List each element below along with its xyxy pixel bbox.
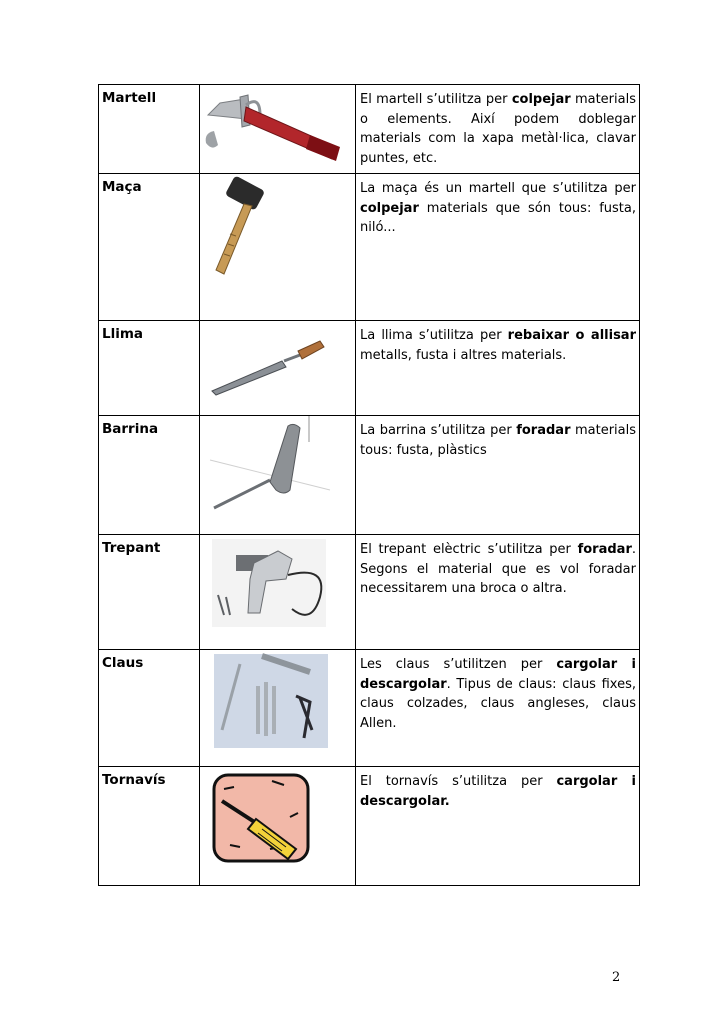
tool-description: La barrina s’utilitza per foradar materials tous: fusta, plàstics: [356, 416, 640, 535]
tool-name: Trepant: [99, 535, 200, 650]
file-image: [200, 321, 356, 416]
tool-description: La maça és un martell que s’utilitza per colpejar materials que són tous: fusta, niló...: [356, 174, 640, 321]
tool-name: Martell: [99, 85, 200, 174]
table-row: [99, 767, 640, 886]
tool-description: El tornavís s’utilitza per cargolar i descargolar.: [356, 767, 640, 886]
tool-description: El martell s’utilitza per colpejar materials o elements. Així podem doblegar materials com la xapa metàl·lica, clavar puntes, etc.: [356, 85, 640, 174]
tool-description: La llima s’utilitza per rebaixar o allisar metalls, fusta i altres materials.: [356, 321, 640, 416]
table-row: [99, 174, 640, 321]
table-row: [99, 85, 640, 174]
mallet-image: [200, 174, 356, 321]
tool-name: Barrina: [99, 416, 200, 535]
gimlet-image: [200, 416, 356, 535]
tool-name: Tornavís: [99, 767, 200, 886]
table-row: [99, 535, 640, 650]
tool-name: Llima: [99, 321, 200, 416]
tool-name: Maça: [99, 174, 200, 321]
tool-description: El trepant elèctric s’utilitza per foradar. Segons el material que es vol foradar necessitarem una broca o altra.: [356, 535, 640, 650]
screwdriver-image: [200, 767, 356, 886]
wrenches-image: [200, 650, 356, 767]
table-row: [99, 416, 640, 535]
table-row: [99, 650, 640, 767]
tool-description: Les claus s’utilitzen per cargolar i descargolar. Tipus de claus: claus fixes, claus colzades, claus angleses, claus Allen.: [356, 650, 640, 767]
page-number: 2: [612, 970, 621, 985]
tools-table: [98, 84, 640, 886]
table-row: [99, 321, 640, 416]
tool-name: Claus: [99, 650, 200, 767]
drill-image: [200, 535, 356, 650]
hammer-image: [200, 85, 356, 174]
